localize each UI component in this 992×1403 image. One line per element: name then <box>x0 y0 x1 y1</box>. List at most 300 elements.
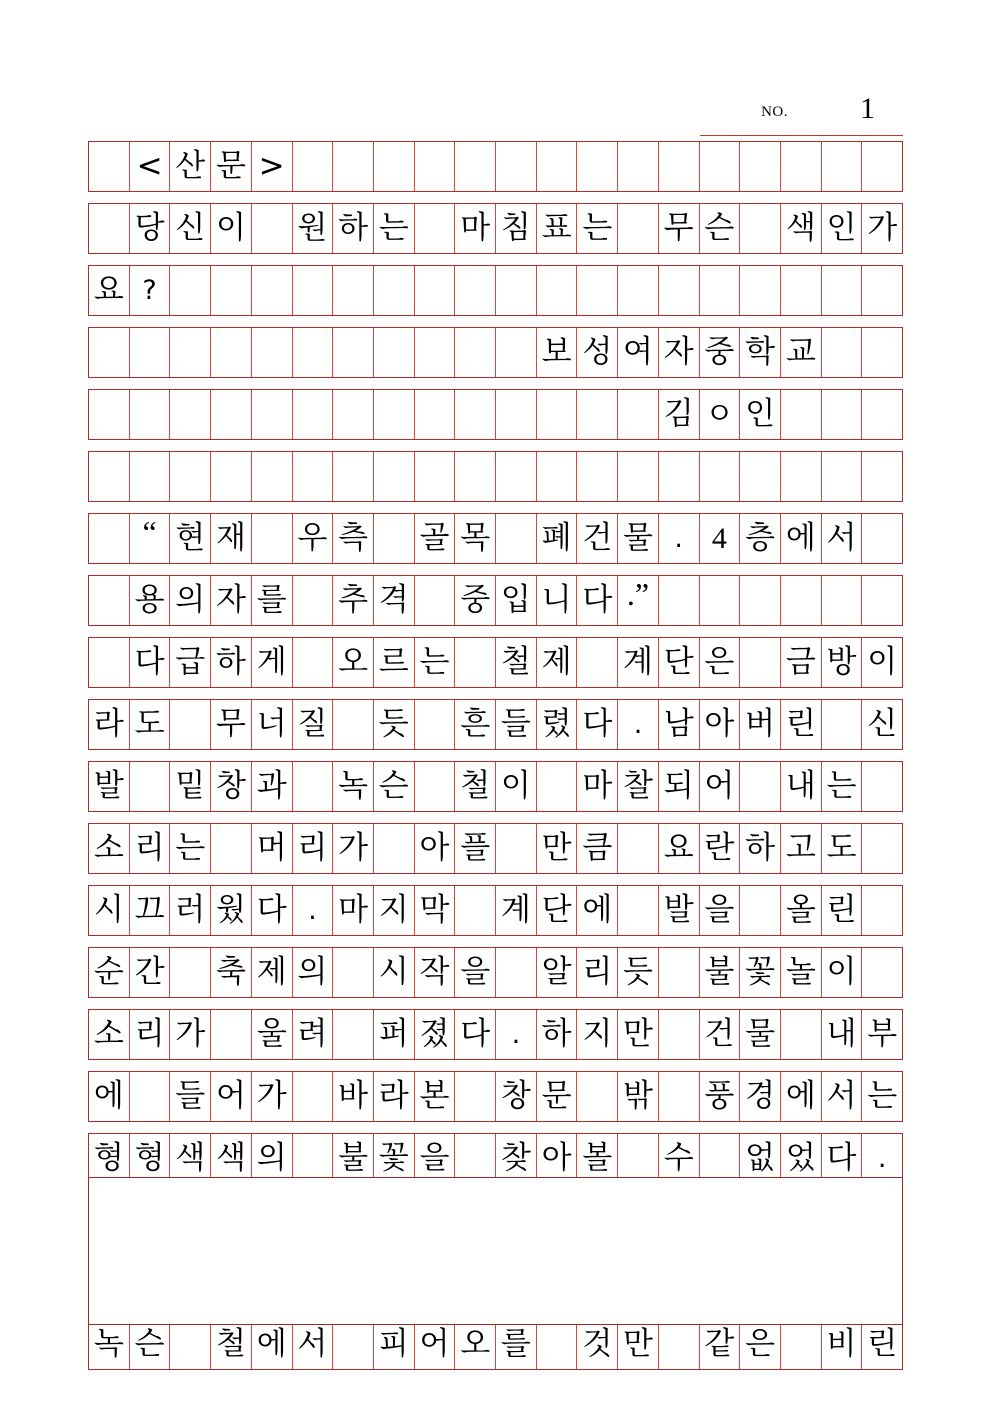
manuscript-cell[interactable]: 비 <box>822 1320 863 1369</box>
manuscript-cell[interactable]: 웠 <box>211 886 252 935</box>
manuscript-cell[interactable] <box>333 452 374 501</box>
manuscript-cell[interactable] <box>700 576 741 625</box>
manuscript-cell[interactable]: 층 <box>740 514 781 563</box>
manuscript-cell[interactable] <box>293 1134 334 1183</box>
manuscript-cell[interactable] <box>252 204 293 253</box>
manuscript-cell[interactable]: 형 <box>130 1134 171 1183</box>
manuscript-cell[interactable] <box>862 266 902 315</box>
manuscript-cell[interactable] <box>700 266 741 315</box>
manuscript-cell[interactable] <box>781 142 822 191</box>
manuscript-cell[interactable]: 에 <box>252 1320 293 1369</box>
manuscript-cell[interactable]: 바 <box>333 1072 374 1121</box>
manuscript-cell[interactable] <box>374 266 415 315</box>
manuscript-cell[interactable]: 골 <box>415 514 456 563</box>
manuscript-cell[interactable]: 내 <box>822 1010 863 1059</box>
manuscript-cell[interactable] <box>374 328 415 377</box>
manuscript-cell[interactable] <box>496 266 537 315</box>
manuscript-cell[interactable] <box>700 452 741 501</box>
manuscript-cell[interactable] <box>252 328 293 377</box>
manuscript-cell[interactable]: 끄 <box>130 886 171 935</box>
manuscript-cell[interactable]: 제 <box>252 948 293 997</box>
manuscript-cell[interactable] <box>252 514 293 563</box>
manuscript-cell[interactable] <box>862 576 902 625</box>
manuscript-cell[interactable] <box>455 452 496 501</box>
manuscript-cell[interactable] <box>333 948 374 997</box>
manuscript-cell[interactable] <box>862 328 902 377</box>
manuscript-cell[interactable]: 지 <box>374 886 415 935</box>
manuscript-cell[interactable]: 지 <box>577 1010 618 1059</box>
manuscript-cell[interactable]: > <box>252 142 293 191</box>
manuscript-cell[interactable]: 를 <box>496 1320 537 1369</box>
manuscript-cell[interactable]: 의 <box>293 948 334 997</box>
manuscript-cell[interactable] <box>455 390 496 439</box>
manuscript-cell[interactable]: 중 <box>455 576 496 625</box>
manuscript-cell[interactable]: 녹 <box>333 762 374 811</box>
manuscript-cell[interactable]: 경 <box>740 1072 781 1121</box>
manuscript-cell[interactable]: 머 <box>252 824 293 873</box>
manuscript-cell[interactable]: 고 <box>781 824 822 873</box>
manuscript-cell[interactable] <box>862 514 902 563</box>
manuscript-cell[interactable]: 들 <box>496 700 537 749</box>
manuscript-cell[interactable] <box>577 1072 618 1121</box>
manuscript-cell[interactable]: 요 <box>659 824 700 873</box>
manuscript-cell[interactable]: 금 <box>781 638 822 687</box>
manuscript-cell[interactable]: 버 <box>740 700 781 749</box>
manuscript-cell[interactable] <box>496 948 537 997</box>
manuscript-cell[interactable]: 린 <box>822 886 863 935</box>
manuscript-cell[interactable]: 슨 <box>130 1320 171 1369</box>
manuscript-cell[interactable]: 무 <box>659 204 700 253</box>
manuscript-cell[interactable]: 철 <box>496 638 537 687</box>
manuscript-cell[interactable]: 계 <box>496 886 537 935</box>
manuscript-cell[interactable] <box>862 390 902 439</box>
manuscript-cell[interactable]: 찾 <box>496 1134 537 1183</box>
manuscript-cell[interactable]: 질 <box>293 700 334 749</box>
manuscript-cell[interactable]: 어 <box>700 762 741 811</box>
manuscript-cell[interactable]: 꽃 <box>374 1134 415 1183</box>
manuscript-cell[interactable] <box>293 1072 334 1121</box>
manuscript-cell[interactable] <box>130 762 171 811</box>
manuscript-cell[interactable] <box>740 762 781 811</box>
manuscript-cell[interactable]: 다 <box>577 700 618 749</box>
manuscript-cell[interactable] <box>781 1320 822 1369</box>
manuscript-cell[interactable] <box>293 328 334 377</box>
manuscript-cell[interactable]: < <box>130 142 171 191</box>
manuscript-cell[interactable]: 흔 <box>455 700 496 749</box>
manuscript-cell[interactable] <box>130 1072 171 1121</box>
manuscript-cell[interactable]: 는 <box>415 638 456 687</box>
manuscript-cell[interactable]: 목 <box>455 514 496 563</box>
manuscript-cell[interactable] <box>822 452 863 501</box>
manuscript-cell[interactable] <box>455 142 496 191</box>
manuscript-cell[interactable]: 시 <box>374 948 415 997</box>
manuscript-cell[interactable]: 오 <box>333 638 374 687</box>
manuscript-cell[interactable]: 어 <box>415 1320 456 1369</box>
manuscript-cell[interactable]: 문 <box>211 142 252 191</box>
manuscript-cell[interactable]: 현 <box>170 514 211 563</box>
manuscript-cell[interactable]: 막 <box>415 886 456 935</box>
manuscript-cell[interactable]: 가 <box>333 824 374 873</box>
manuscript-cell[interactable] <box>496 514 537 563</box>
manuscript-cell[interactable]: 꽃 <box>740 948 781 997</box>
manuscript-cell[interactable]: 만 <box>618 1010 659 1059</box>
manuscript-cell[interactable] <box>455 886 496 935</box>
manuscript-cell[interactable] <box>537 142 578 191</box>
manuscript-cell[interactable] <box>740 452 781 501</box>
manuscript-cell[interactable] <box>537 266 578 315</box>
manuscript-cell[interactable]: 불 <box>333 1134 374 1183</box>
manuscript-cell[interactable] <box>537 1320 578 1369</box>
manuscript-cell[interactable]: 성 <box>577 328 618 377</box>
manuscript-cell[interactable]: . <box>618 700 659 749</box>
manuscript-cell[interactable] <box>130 328 171 377</box>
manuscript-cell[interactable]: 단 <box>659 638 700 687</box>
manuscript-cell[interactable] <box>781 266 822 315</box>
manuscript-cell[interactable]: 의 <box>170 576 211 625</box>
manuscript-cell[interactable]: 신 <box>867 706 898 742</box>
manuscript-cell[interactable]: 교 <box>781 328 822 377</box>
manuscript-cell[interactable]: 건 <box>700 1010 741 1059</box>
manuscript-cell[interactable] <box>740 886 781 935</box>
manuscript-cell[interactable]: 듯 <box>374 700 415 749</box>
manuscript-cell[interactable]: 다 <box>455 1010 496 1059</box>
manuscript-cell[interactable] <box>618 204 659 253</box>
manuscript-cell[interactable]: 무 <box>211 700 252 749</box>
manuscript-cell[interactable]: 중 <box>700 328 741 377</box>
manuscript-cell[interactable] <box>293 142 334 191</box>
manuscript-cell[interactable] <box>170 948 211 997</box>
manuscript-cell[interactable] <box>170 390 211 439</box>
manuscript-cell[interactable]: “ <box>130 514 171 563</box>
manuscript-cell[interactable]: 을 <box>455 948 496 997</box>
manuscript-cell[interactable] <box>577 390 618 439</box>
manuscript-cell[interactable] <box>822 142 863 191</box>
manuscript-cell[interactable]: 급 <box>170 638 211 687</box>
manuscript-cell[interactable]: 하 <box>211 638 252 687</box>
manuscript-cell[interactable]: 발 <box>89 762 130 811</box>
manuscript-cell[interactable] <box>496 452 537 501</box>
manuscript-cell[interactable] <box>293 762 334 811</box>
manuscript-cell[interactable]: 철 <box>211 1320 252 1369</box>
manuscript-cell[interactable]: 볼 <box>577 1134 618 1183</box>
manuscript-cell[interactable]: 를 <box>252 576 293 625</box>
manuscript-cell[interactable]: 용 <box>130 576 171 625</box>
manuscript-cell[interactable] <box>455 1072 496 1121</box>
manuscript-cell[interactable]: 큼 <box>577 824 618 873</box>
manuscript-cell[interactable]: 여 <box>618 328 659 377</box>
manuscript-cell[interactable]: 표 <box>537 204 578 253</box>
manuscript-cell[interactable]: 자 <box>659 328 700 377</box>
manuscript-cell[interactable]: 이 <box>822 948 863 997</box>
manuscript-cell[interactable]: 다 <box>822 1134 863 1183</box>
manuscript-cell[interactable] <box>89 328 130 377</box>
manuscript-cell[interactable]: 피 <box>374 1320 415 1369</box>
manuscript-cell[interactable]: 리 <box>130 1010 171 1059</box>
manuscript-cell[interactable] <box>618 824 659 873</box>
manuscript-cell[interactable] <box>822 328 863 377</box>
manuscript-cell[interactable]: 어 <box>211 1072 252 1121</box>
manuscript-cell[interactable]: 시 <box>89 886 130 935</box>
manuscript-cell[interactable] <box>618 390 659 439</box>
manuscript-cell[interactable]: 당 <box>130 204 171 253</box>
manuscript-cell[interactable]: 마 <box>577 762 618 811</box>
manuscript-cell[interactable]: 창 <box>211 762 252 811</box>
manuscript-cell[interactable] <box>822 700 863 749</box>
manuscript-cell[interactable] <box>740 638 781 687</box>
manuscript-cell[interactable] <box>293 390 334 439</box>
manuscript-cell[interactable] <box>455 328 496 377</box>
manuscript-cell[interactable]: 격 <box>374 576 415 625</box>
manuscript-cell[interactable] <box>293 576 334 625</box>
manuscript-cell[interactable]: 서 <box>293 1320 334 1369</box>
manuscript-cell[interactable]: 간 <box>130 948 171 997</box>
manuscript-cell[interactable]: 하 <box>333 204 374 253</box>
manuscript-cell[interactable] <box>618 142 659 191</box>
manuscript-cell[interactable] <box>496 142 537 191</box>
manuscript-cell[interactable] <box>822 390 863 439</box>
manuscript-cell[interactable]: 마 <box>333 886 374 935</box>
manuscript-cell[interactable] <box>577 266 618 315</box>
manuscript-cell[interactable]: 게 <box>252 638 293 687</box>
manuscript-cell[interactable]: 내 <box>781 762 822 811</box>
manuscript-cell[interactable]: 다 <box>577 576 618 625</box>
manuscript-cell[interactable] <box>577 452 618 501</box>
manuscript-cell[interactable] <box>211 390 252 439</box>
manuscript-cell[interactable] <box>415 266 456 315</box>
manuscript-cell[interactable] <box>537 762 578 811</box>
manuscript-cell[interactable]: 퍼 <box>374 1010 415 1059</box>
manuscript-cell[interactable]: 부 <box>867 1016 898 1052</box>
manuscript-cell[interactable]: 에 <box>781 514 822 563</box>
manuscript-cell[interactable]: 들 <box>170 1072 211 1121</box>
manuscript-cell[interactable] <box>496 390 537 439</box>
manuscript-cell[interactable]: 니 <box>537 576 578 625</box>
manuscript-cell[interactable] <box>89 390 130 439</box>
manuscript-cell[interactable] <box>374 514 415 563</box>
manuscript-cell[interactable]: 아 <box>415 824 456 873</box>
manuscript-cell[interactable] <box>577 638 618 687</box>
manuscript-cell[interactable]: 작 <box>415 948 456 997</box>
manuscript-cell[interactable]: 리 <box>293 824 334 873</box>
manuscript-cell[interactable]: 의 <box>252 1134 293 1183</box>
manuscript-cell[interactable] <box>862 762 902 811</box>
manuscript-cell[interactable]: 다 <box>252 886 293 935</box>
manuscript-cell[interactable] <box>862 142 902 191</box>
manuscript-cell[interactable] <box>89 638 130 687</box>
manuscript-cell[interactable] <box>618 266 659 315</box>
manuscript-cell[interactable] <box>781 390 822 439</box>
manuscript-cell[interactable]: 는 <box>867 1078 898 1114</box>
manuscript-cell[interactable]: 리 <box>577 948 618 997</box>
manuscript-cell[interactable] <box>781 452 822 501</box>
manuscript-cell[interactable]: 가 <box>252 1072 293 1121</box>
manuscript-cell[interactable]: 졌 <box>415 1010 456 1059</box>
manuscript-cell[interactable] <box>862 948 902 997</box>
manuscript-cell[interactable]: 하 <box>740 824 781 873</box>
manuscript-cell[interactable] <box>659 452 700 501</box>
manuscript-cell[interactable] <box>211 824 252 873</box>
manuscript-cell[interactable]: 는 <box>577 204 618 253</box>
manuscript-cell[interactable]: 을 <box>415 1134 456 1183</box>
manuscript-cell[interactable] <box>89 452 130 501</box>
manuscript-cell[interactable] <box>659 1072 700 1121</box>
manuscript-cell[interactable]: 이 <box>867 644 898 680</box>
manuscript-cell[interactable]: 는 <box>374 204 415 253</box>
manuscript-cell[interactable]: 밑 <box>170 762 211 811</box>
manuscript-cell[interactable]: 폐 <box>537 514 578 563</box>
manuscript-cell[interactable]: 입 <box>496 576 537 625</box>
manuscript-cell[interactable]: . <box>496 1010 537 1059</box>
manuscript-cell[interactable]: 아 <box>537 1134 578 1183</box>
manuscript-cell[interactable]: . <box>877 1143 887 1174</box>
manuscript-cell[interactable] <box>170 452 211 501</box>
manuscript-cell[interactable] <box>700 142 741 191</box>
manuscript-cell[interactable] <box>130 390 171 439</box>
manuscript-cell[interactable] <box>211 266 252 315</box>
manuscript-cell[interactable]: 라 <box>89 700 130 749</box>
manuscript-cell[interactable]: . <box>659 514 700 563</box>
manuscript-cell[interactable]: 건 <box>577 514 618 563</box>
manuscript-cell[interactable] <box>659 576 700 625</box>
manuscript-cell[interactable] <box>252 266 293 315</box>
manuscript-cell[interactable] <box>170 1320 211 1369</box>
manuscript-cell[interactable] <box>740 142 781 191</box>
manuscript-cell[interactable] <box>740 266 781 315</box>
manuscript-cell[interactable] <box>537 390 578 439</box>
manuscript-cell[interactable]: . <box>293 886 334 935</box>
manuscript-cell[interactable]: 을 <box>700 886 741 935</box>
manuscript-cell[interactable] <box>170 266 211 315</box>
manuscript-cell[interactable]: 원 <box>293 204 334 253</box>
manuscript-cell[interactable]: 도 <box>822 824 863 873</box>
manuscript-cell[interactable]: 되 <box>659 762 700 811</box>
manuscript-cell[interactable] <box>618 452 659 501</box>
manuscript-cell[interactable]: 밖 <box>618 1072 659 1121</box>
manuscript-cell[interactable] <box>374 452 415 501</box>
manuscript-cell[interactable]: 은 <box>700 638 741 687</box>
manuscript-cell[interactable]: 본 <box>415 1072 456 1121</box>
manuscript-cell[interactable]: ㅇ <box>700 390 741 439</box>
manuscript-cell[interactable] <box>537 452 578 501</box>
manuscript-cell[interactable]: 이 <box>496 762 537 811</box>
manuscript-cell[interactable] <box>89 576 130 625</box>
manuscript-cell[interactable] <box>374 142 415 191</box>
manuscript-cell[interactable]: ? <box>130 266 171 315</box>
manuscript-cell[interactable] <box>618 1134 659 1183</box>
manuscript-cell[interactable]: 다 <box>130 638 171 687</box>
manuscript-cell[interactable]: 같 <box>700 1320 741 1369</box>
manuscript-cell[interactable] <box>781 1010 822 1059</box>
manuscript-cell[interactable]: 측 <box>333 514 374 563</box>
manuscript-cell[interactable]: 우 <box>293 514 334 563</box>
manuscript-cell[interactable] <box>89 142 130 191</box>
manuscript-cell[interactable]: 녹 <box>89 1320 130 1369</box>
manuscript-cell[interactable]: 소 <box>89 824 130 873</box>
manuscript-cell[interactable]: 단 <box>537 886 578 935</box>
manuscript-cell[interactable] <box>89 514 130 563</box>
manuscript-cell[interactable]: 색 <box>170 1134 211 1183</box>
manuscript-cell[interactable] <box>862 452 902 501</box>
manuscript-cell[interactable] <box>89 204 130 253</box>
manuscript-cell[interactable]: 계 <box>618 638 659 687</box>
manuscript-cell[interactable]: 형 <box>89 1134 130 1183</box>
manuscript-cell[interactable]: 이 <box>211 204 252 253</box>
manuscript-cell[interactable]: 아 <box>700 700 741 749</box>
manuscript-cell[interactable] <box>659 142 700 191</box>
manuscript-cell[interactable]: 철 <box>455 762 496 811</box>
manuscript-cell[interactable] <box>211 452 252 501</box>
manuscript-cell[interactable] <box>293 638 334 687</box>
manuscript-cell[interactable]: 색 <box>781 204 822 253</box>
manuscript-cell[interactable] <box>781 576 822 625</box>
manuscript-cell[interactable] <box>374 824 415 873</box>
manuscript-cell[interactable] <box>333 390 374 439</box>
manuscript-cell[interactable]: 창 <box>496 1072 537 1121</box>
manuscript-cell[interactable]: 없 <box>740 1134 781 1183</box>
manuscript-cell[interactable]: 에 <box>89 1072 130 1121</box>
manuscript-cell[interactable] <box>455 638 496 687</box>
manuscript-cell[interactable]: 슨 <box>700 204 741 253</box>
manuscript-cell[interactable] <box>415 700 456 749</box>
manuscript-cell[interactable] <box>293 452 334 501</box>
manuscript-cell[interactable]: 문 <box>537 1072 578 1121</box>
manuscript-cell[interactable] <box>496 824 537 873</box>
manuscript-cell[interactable]: 수 <box>659 1134 700 1183</box>
manuscript-cell[interactable] <box>252 390 293 439</box>
manuscript-cell[interactable]: 축 <box>211 948 252 997</box>
manuscript-cell[interactable]: 에 <box>781 1072 822 1121</box>
manuscript-cell[interactable] <box>862 886 902 935</box>
manuscript-cell[interactable] <box>740 576 781 625</box>
manuscript-cell[interactable]: 서 <box>822 1072 863 1121</box>
manuscript-cell[interactable]: 렸 <box>537 700 578 749</box>
manuscript-cell[interactable]: 순 <box>89 948 130 997</box>
manuscript-cell[interactable] <box>374 390 415 439</box>
manuscript-cell[interactable]: 리 <box>130 824 171 873</box>
manuscript-cell[interactable]: 올 <box>781 886 822 935</box>
manuscript-cell[interactable]: 는 <box>170 824 211 873</box>
manuscript-cell[interactable] <box>333 328 374 377</box>
manuscript-cell[interactable]: 발 <box>659 886 700 935</box>
manuscript-cell[interactable]: 과 <box>252 762 293 811</box>
manuscript-cell[interactable] <box>822 266 863 315</box>
manuscript-cell[interactable]: 불 <box>700 948 741 997</box>
manuscript-cell[interactable]: 인 <box>822 204 863 253</box>
manuscript-cell[interactable]: 만 <box>537 824 578 873</box>
manuscript-cell[interactable]: 르 <box>374 638 415 687</box>
manuscript-cell[interactable]: 린 <box>867 1326 898 1362</box>
manuscript-cell[interactable]: 찰 <box>618 762 659 811</box>
manuscript-cell[interactable]: 었 <box>781 1134 822 1183</box>
manuscript-cell[interactable]: 가 <box>170 1010 211 1059</box>
manuscript-cell[interactable] <box>333 266 374 315</box>
manuscript-cell[interactable]: 신 <box>170 204 211 253</box>
manuscript-cell[interactable] <box>862 824 902 873</box>
manuscript-cell[interactable]: 김 <box>659 390 700 439</box>
manuscript-cell[interactable]: 물 <box>618 514 659 563</box>
manuscript-cell[interactable]: 인 <box>740 390 781 439</box>
manuscript-cell[interactable]: 하 <box>537 1010 578 1059</box>
manuscript-cell[interactable]: 놀 <box>781 948 822 997</box>
manuscript-cell[interactable]: 알 <box>537 948 578 997</box>
manuscript-cell[interactable]: 자 <box>211 576 252 625</box>
manuscript-cell[interactable] <box>740 204 781 253</box>
manuscript-cell[interactable] <box>211 328 252 377</box>
manuscript-cell[interactable]: 4 <box>700 514 741 563</box>
manuscript-cell[interactable] <box>415 328 456 377</box>
manuscript-cell[interactable]: 에 <box>577 886 618 935</box>
manuscript-cell[interactable] <box>333 700 374 749</box>
